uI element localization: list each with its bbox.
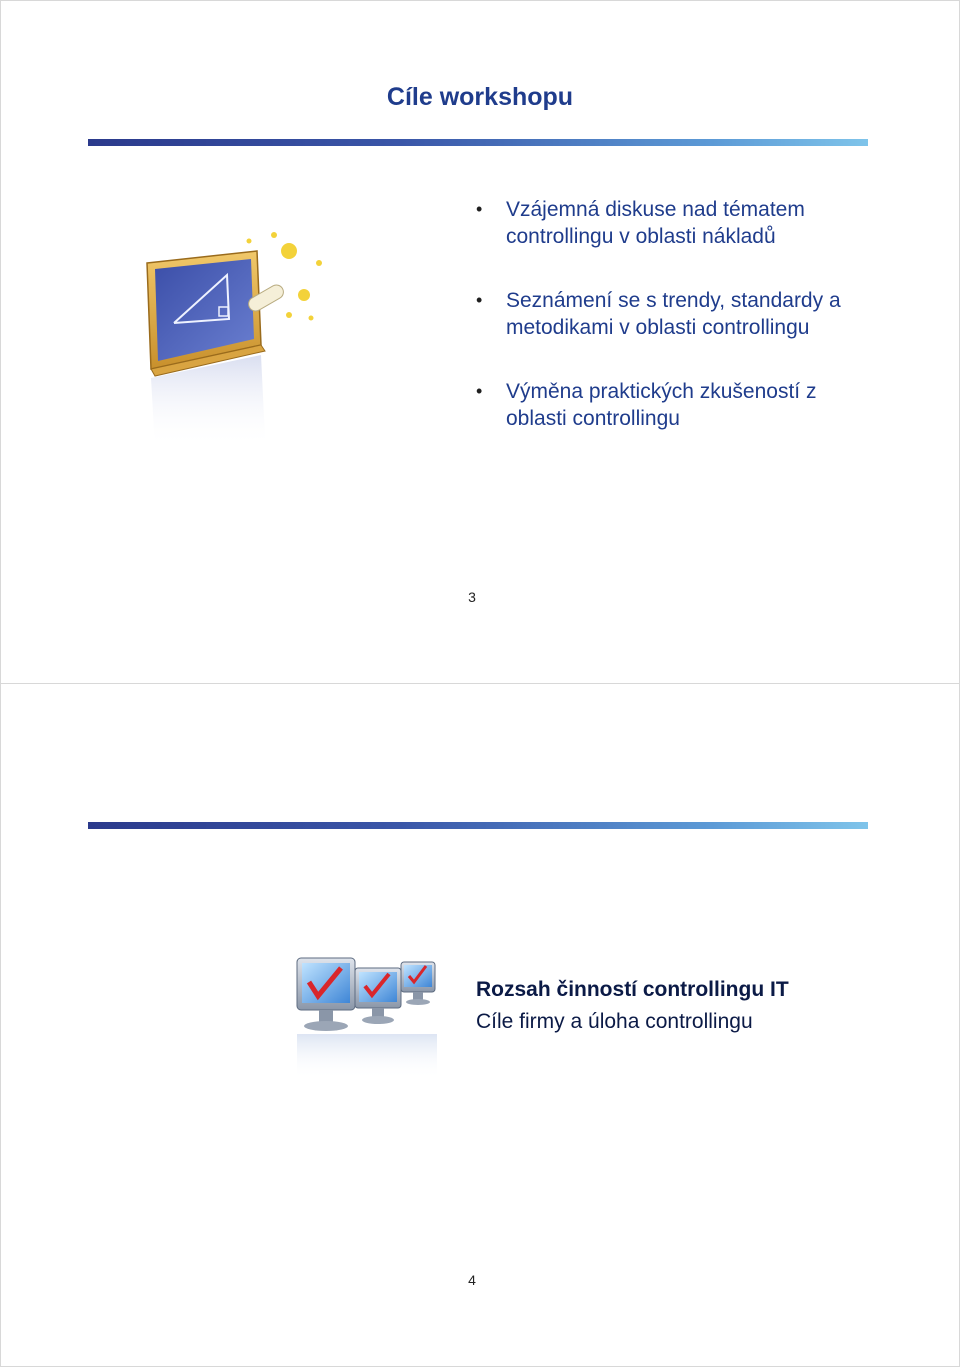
section-heading-block	[476, 974, 936, 1038]
list-item-line: Výměna praktických zkušeností z	[506, 380, 817, 403]
page-number: 4	[468, 1272, 476, 1288]
page-number: 3	[468, 589, 476, 605]
bullet-glyph: •	[476, 381, 483, 401]
chalkboard-icon	[139, 223, 359, 453]
title-divider	[88, 139, 868, 146]
section-subheading: Cíle firmy a úloha controllingu	[476, 1010, 753, 1033]
slide-title: Cíle workshopu	[386, 83, 574, 111]
list-item	[476, 378, 896, 432]
bullet-glyph: •	[476, 199, 483, 219]
list-item-line: metodikami v oblasti controllingu	[506, 316, 810, 339]
list-item-line: controllingu v oblasti nákladů	[506, 225, 776, 248]
bullet-glyph: •	[476, 290, 483, 310]
goals-list	[476, 196, 896, 469]
list-item-line: oblasti controllingu	[506, 407, 680, 430]
list-item-line: Seznámení se s trendy, standardy a	[506, 289, 841, 312]
section-heading: Rozsah činností controllingu IT	[476, 978, 789, 1001]
title-divider	[88, 822, 868, 829]
list-item	[476, 287, 896, 341]
list-item-line: Vzájemná diskuse nad tématem	[506, 198, 805, 221]
list-item	[476, 196, 896, 250]
slide-4	[0, 683, 960, 1367]
networked-monitors-checkmark-icon	[293, 952, 443, 1082]
